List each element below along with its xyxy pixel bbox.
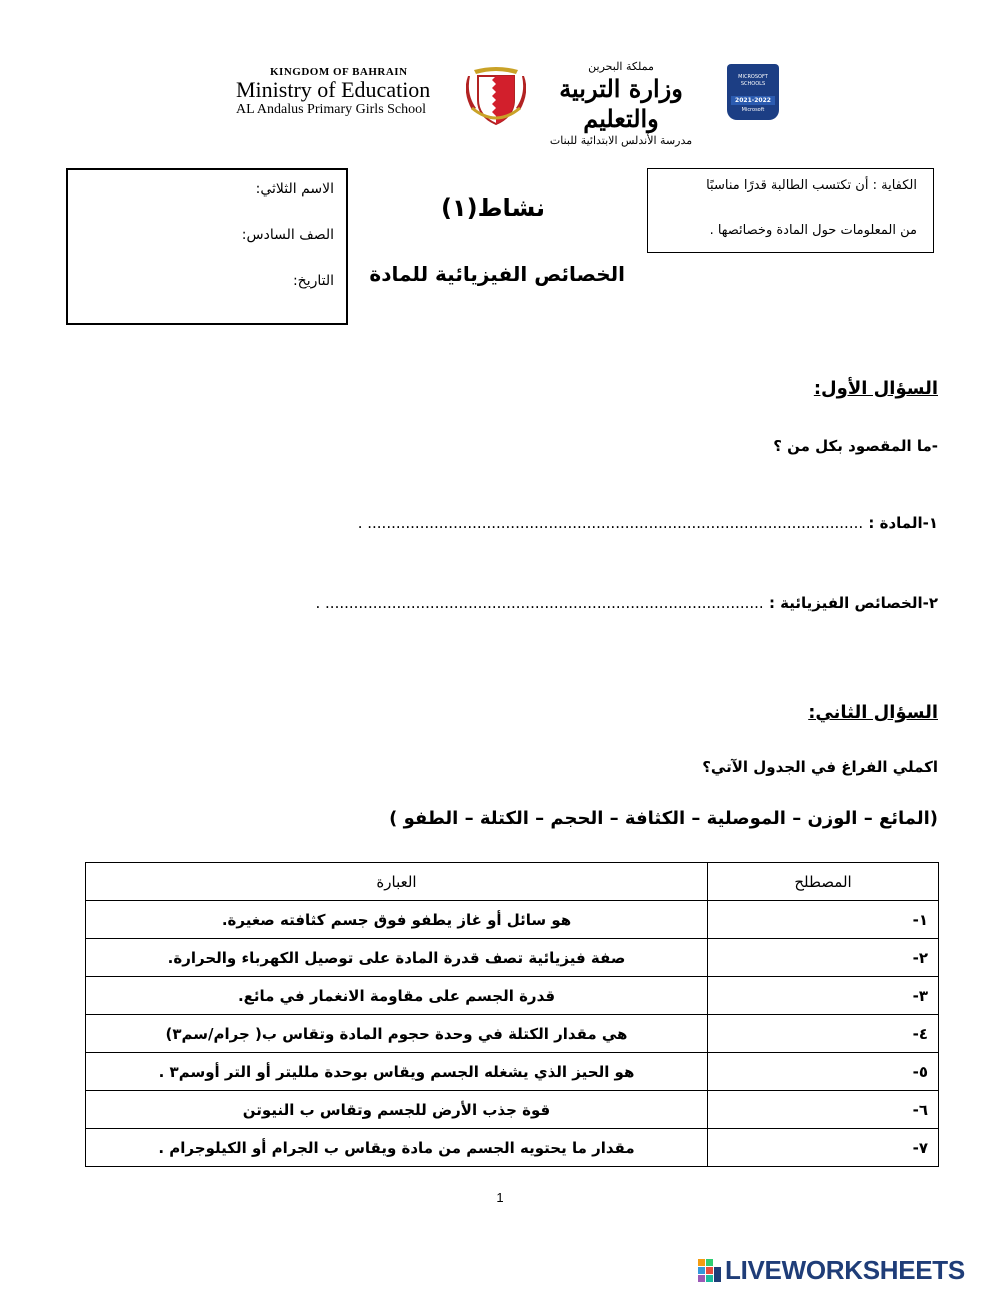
term-answer-cell[interactable]: ١-	[708, 901, 939, 939]
header-arabic	[528, 60, 714, 148]
term-answer-cell[interactable]: ٦-	[708, 1091, 939, 1129]
ministry-en: Ministry of Education	[236, 77, 431, 102]
term-answer-cell[interactable]: ٣-	[708, 977, 939, 1015]
term-answer-cell[interactable]: ٤-	[708, 1015, 939, 1053]
school-ar: مدرسة الأندلس الابتدائية للبنات	[549, 134, 693, 147]
question-2-prompt: اكملي الفراغ في الجدول الآتي؟	[702, 758, 938, 776]
header-term: المصطلح	[708, 863, 939, 901]
question-1-item-2	[316, 594, 939, 612]
liveworksheets-icon	[697, 1255, 723, 1285]
page-number: 1	[496, 1190, 504, 1205]
header-statement: العبارة	[86, 863, 708, 901]
date-label: التاريخ:	[292, 273, 334, 289]
table-row	[86, 901, 939, 939]
item-1-answer-dots[interactable]: ........................................................................................................ .	[357, 514, 864, 532]
word-bank: (المائع – الوزن – الموصلية – الكثافة – الحجم – الكتلة – الطفو )	[389, 808, 938, 829]
kingdom-ar: مملكة البحرين	[588, 60, 654, 73]
main-title: الخصائص الفيزيائية للمادة	[369, 262, 625, 286]
table-row	[86, 1091, 939, 1129]
badge-microsoft: Microsoft	[741, 107, 765, 113]
question-1-title: السؤال الأول:	[813, 378, 938, 399]
microsoft-schools-badge	[727, 64, 779, 120]
competency-box	[647, 168, 934, 253]
statement-cell: قوة جذب الأرض للجسم وتقاس ب النيوتن	[86, 1091, 708, 1129]
statement-cell: قدرة الجسم على مقاومة الانغمار في مائع.	[86, 977, 708, 1015]
competency-line-1: الكفاية : أن تكتسب الطالبة قدرًا مناسبًا	[706, 178, 917, 193]
table-row	[86, 1129, 939, 1167]
table-row	[86, 1015, 939, 1053]
bahrain-crest-icon	[466, 64, 526, 132]
question-2-title: السؤال الثاني:	[808, 702, 938, 723]
term-answer-cell[interactable]: ٢-	[708, 939, 939, 977]
item-2-answer-dots[interactable]: ............................................................................................ .	[315, 594, 764, 612]
liveworksheets-brand: LIVEWORKSHEETS	[725, 1255, 965, 1285]
item-2-label: ٢-الخصائص الفيزيائية :	[768, 594, 938, 612]
table-row	[86, 977, 939, 1015]
statement-cell: هو سائل أو غاز يطفو فوق جسم كثافته صغيرة.	[86, 901, 708, 939]
ministry-ar: وزارة التربية والتعليم	[559, 74, 683, 133]
term-answer-cell[interactable]: ٥-	[708, 1053, 939, 1091]
statement-cell: صفة فيزيائية تصف قدرة المادة على توصيل الكهرباء والحرارة.	[86, 939, 708, 977]
activity-title: نشاط(١)	[441, 194, 545, 222]
question-1-item-1	[358, 514, 938, 532]
table-row	[86, 939, 939, 977]
student-info-box	[66, 168, 348, 325]
item-1-label: ١-المادة :	[868, 514, 938, 532]
statement-cell: هو الحيز الذي يشغله الجسم ويقاس بوحدة ملليتر أو التر أوسم٣ .	[86, 1053, 708, 1091]
question-1-prompt: -ما المقصود بكل من ؟	[773, 437, 938, 455]
table-header-row	[86, 863, 939, 901]
school-en: AL Andalus Primary Girls School	[236, 102, 427, 117]
name-label: الاسم الثلاثي:	[255, 181, 334, 197]
competency-line-2: من المعلومات حول المادة وخصائصها .	[709, 223, 917, 238]
header-english	[236, 66, 476, 117]
table-row	[86, 1053, 939, 1091]
kingdom-en: KINGDOM OF BAHRAIN	[270, 66, 408, 78]
statement-cell: مقدار ما يحتويه الجسم من مادة ويقاس ب الجرام أو الكيلوجرام .	[86, 1129, 708, 1167]
badge-years: 2021-2022	[731, 96, 775, 105]
badge-label: MICROSOFT SCHOOLS	[738, 74, 768, 87]
grade-label: الصف السادس:	[241, 227, 334, 243]
statement-cell: هي مقدار الكتلة في وحدة حجوم المادة وتقاس ب( جرام/سم٣)	[86, 1015, 708, 1053]
terms-table	[85, 862, 939, 1167]
term-answer-cell[interactable]: ٧-	[708, 1129, 939, 1167]
